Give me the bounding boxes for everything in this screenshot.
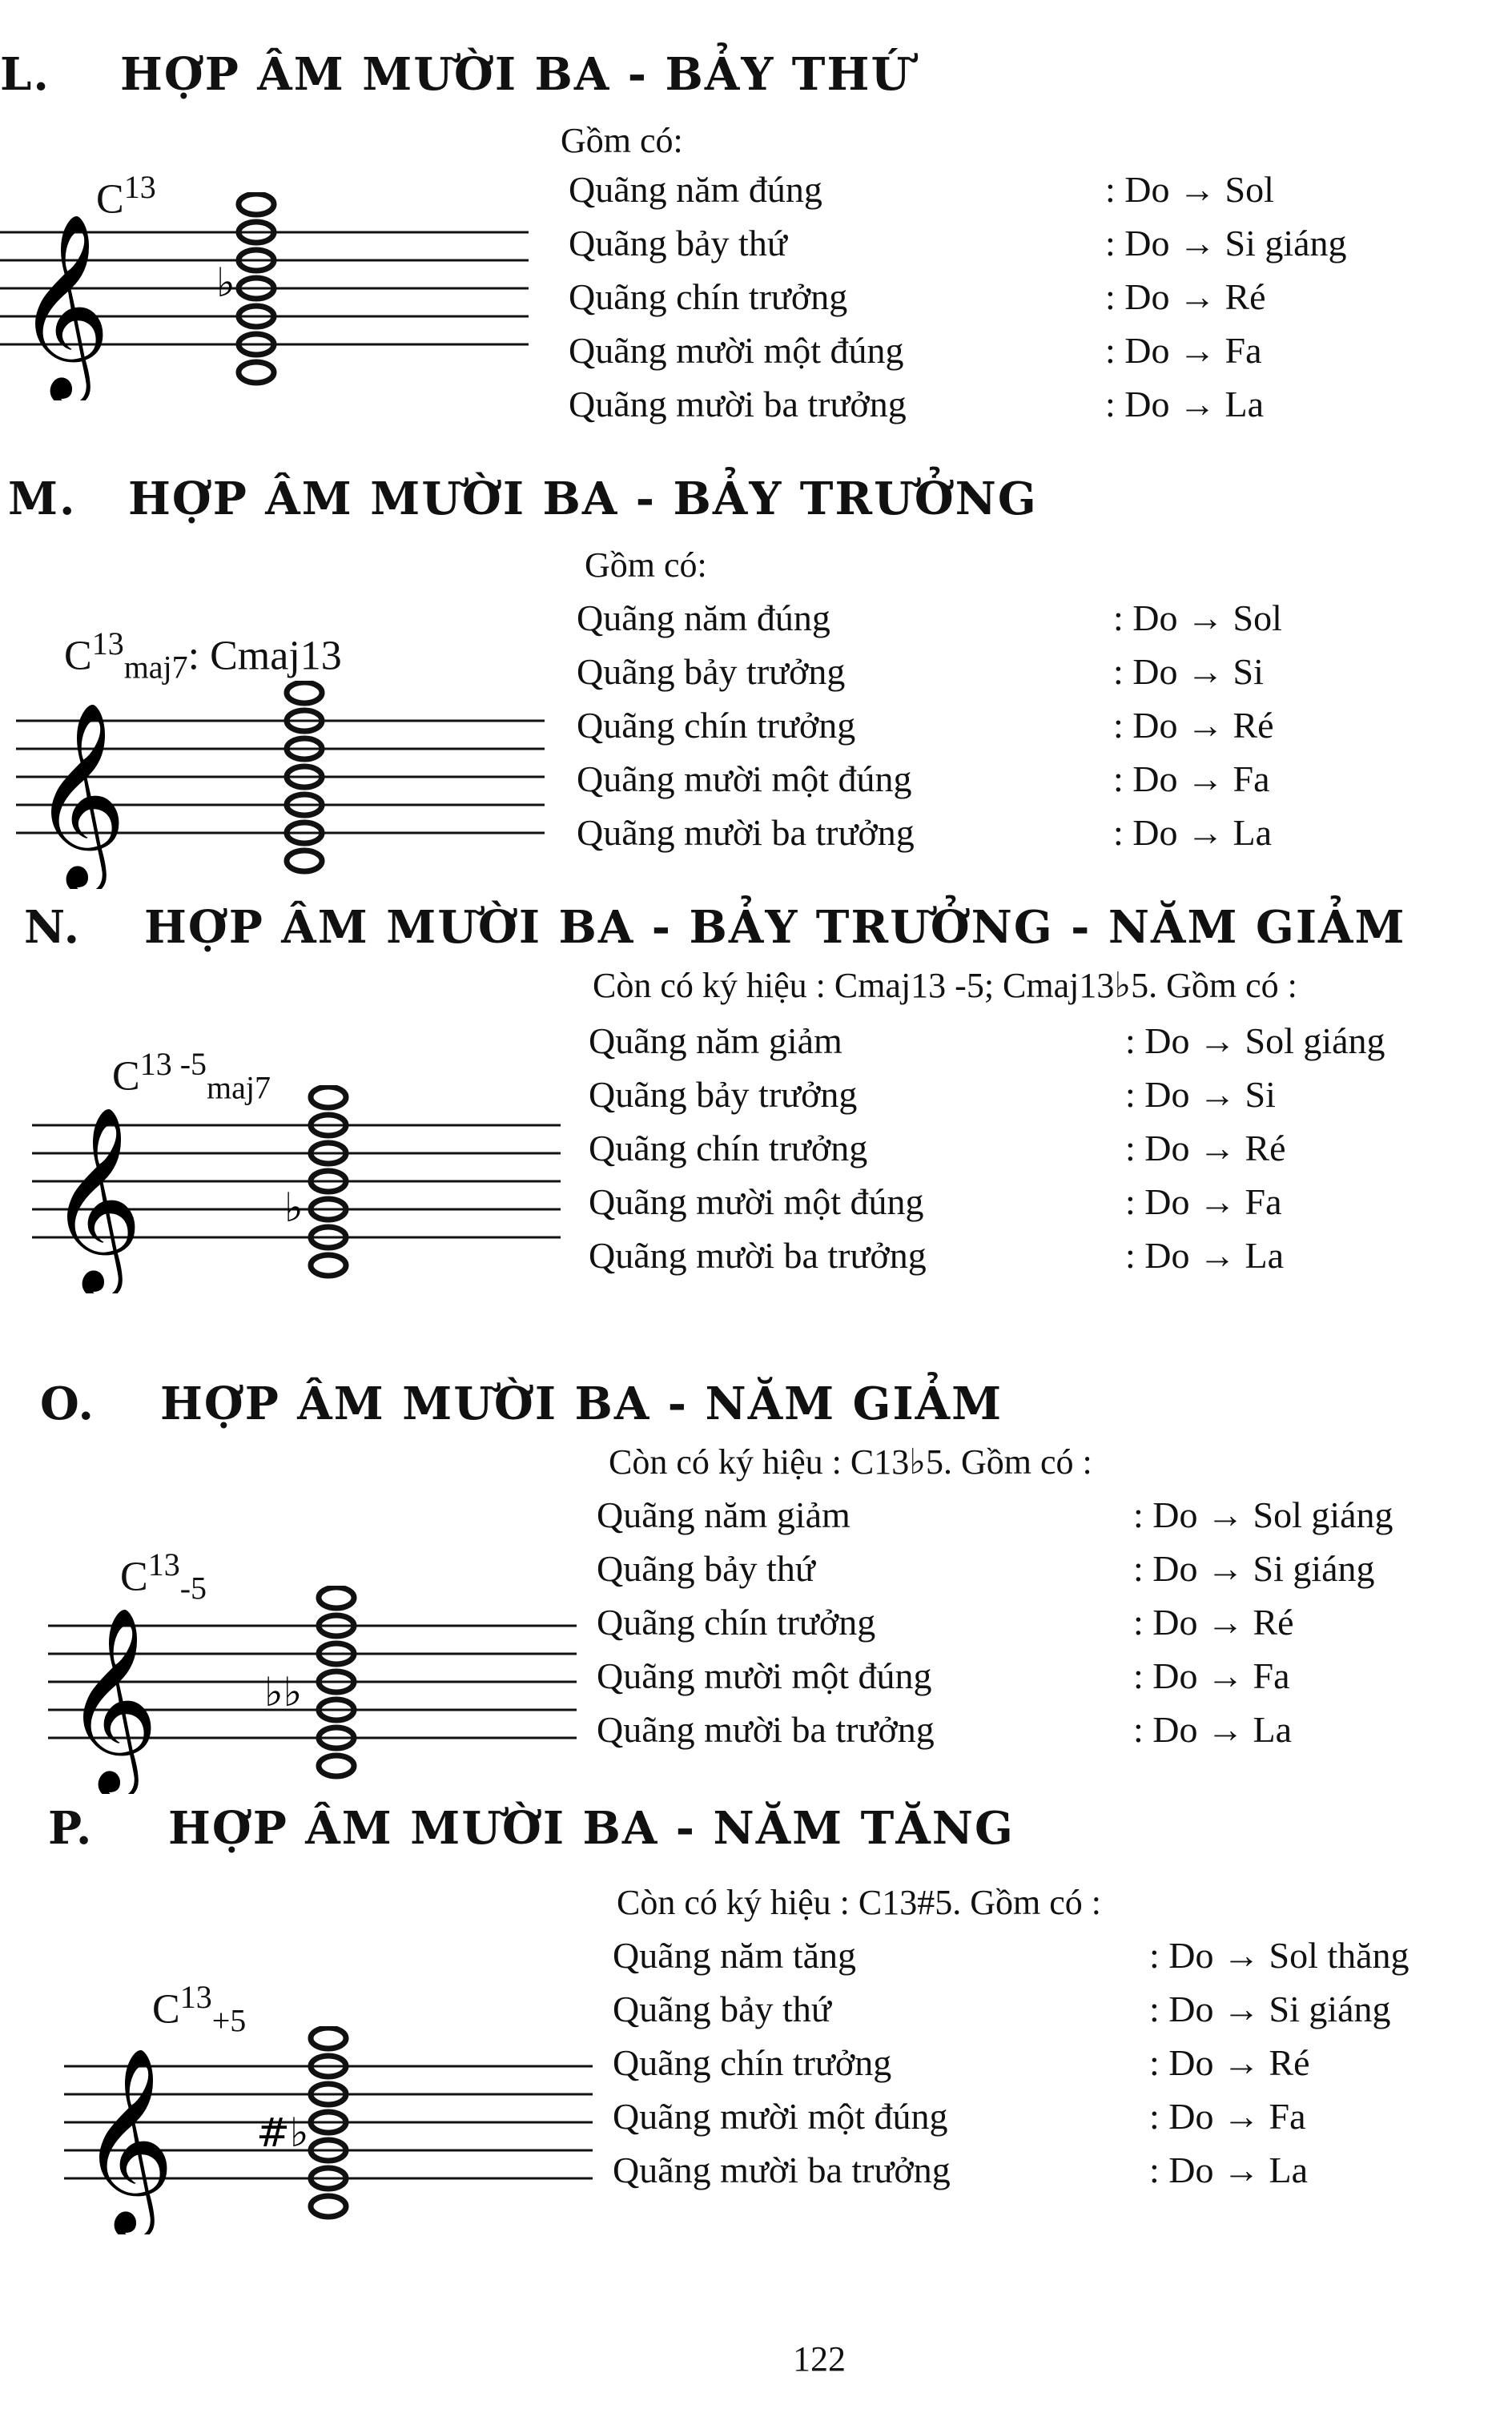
music-staff (16, 1085, 577, 1293)
treble-clef-icon: 𝄞 (16, 212, 111, 399)
treble-clef-icon: 𝄞 (80, 2046, 175, 2233)
section-letter: P. (48, 1802, 94, 1855)
sharp-flat-icon: #♭ (256, 2109, 309, 2156)
section-heading (48, 1802, 1015, 1855)
section-heading (0, 48, 911, 101)
intro-text: Gồm có: (585, 545, 707, 585)
section-letter: O. (40, 1377, 95, 1430)
intro-text: Còn có ký hiệu : Cmaj13 -5; Cmaj13♭5. Gồm có : (593, 966, 1297, 1005)
section-letter: N. (24, 901, 82, 954)
intro-text: Gồm có: (561, 121, 683, 160)
section-heading (24, 901, 1405, 954)
music-staff (32, 1586, 593, 1794)
section-letter: L. (0, 48, 50, 101)
flat-icon: ♭ (216, 259, 235, 306)
section-letter: M. (8, 473, 77, 525)
section-heading (40, 1377, 1003, 1430)
section-title: HỢP ÂM MƯỜI BA - BẢY THỨ (120, 48, 912, 101)
section-title: HỢP ÂM MƯỜI BA - BẢY TRƯỞNG - NĂM GIẢM (144, 901, 1406, 954)
treble-clef-icon: 𝄞 (32, 701, 127, 887)
intro-text: Còn có ký hiệu : C13♭5. Gồm có : (609, 1442, 1092, 1482)
section-title: HỢP ÂM MƯỜI BA - BẢY TRƯỞNG (128, 473, 1038, 525)
treble-clef-icon: 𝄞 (48, 1105, 143, 1292)
music-staff (48, 2026, 609, 2234)
section-title: HỢP ÂM MƯỜI BA - NĂM TĂNG (168, 1802, 1015, 1855)
chord-symbol: $C^{13}_{+5}$ (152, 1979, 247, 2039)
music-staff (0, 192, 545, 400)
chord-symbol: $C^{13}_{maj7}$: Cmaj13 (64, 625, 342, 686)
music-staff (0, 681, 561, 889)
chord-symbol: $C^{13}$ (96, 169, 156, 223)
treble-clef-icon: 𝄞 (64, 1606, 159, 1792)
chord-symbol: $C^{13}_{-5}$ (120, 1546, 207, 1607)
page-number: 122 (793, 2339, 846, 2379)
flat-icon: ♭♭ (264, 1669, 303, 1715)
flat-icon: ♭ (284, 1184, 304, 1231)
section-heading (8, 473, 1038, 525)
intro-text: Còn có ký hiệu : C13#5. Gồm có : (617, 1883, 1101, 1922)
section-title: HỢP ÂM MƯỜI BA - NĂM GIẢM (160, 1377, 1003, 1430)
chord-symbol: $C^{13 -5}_{maj7}$ (112, 1046, 271, 1106)
